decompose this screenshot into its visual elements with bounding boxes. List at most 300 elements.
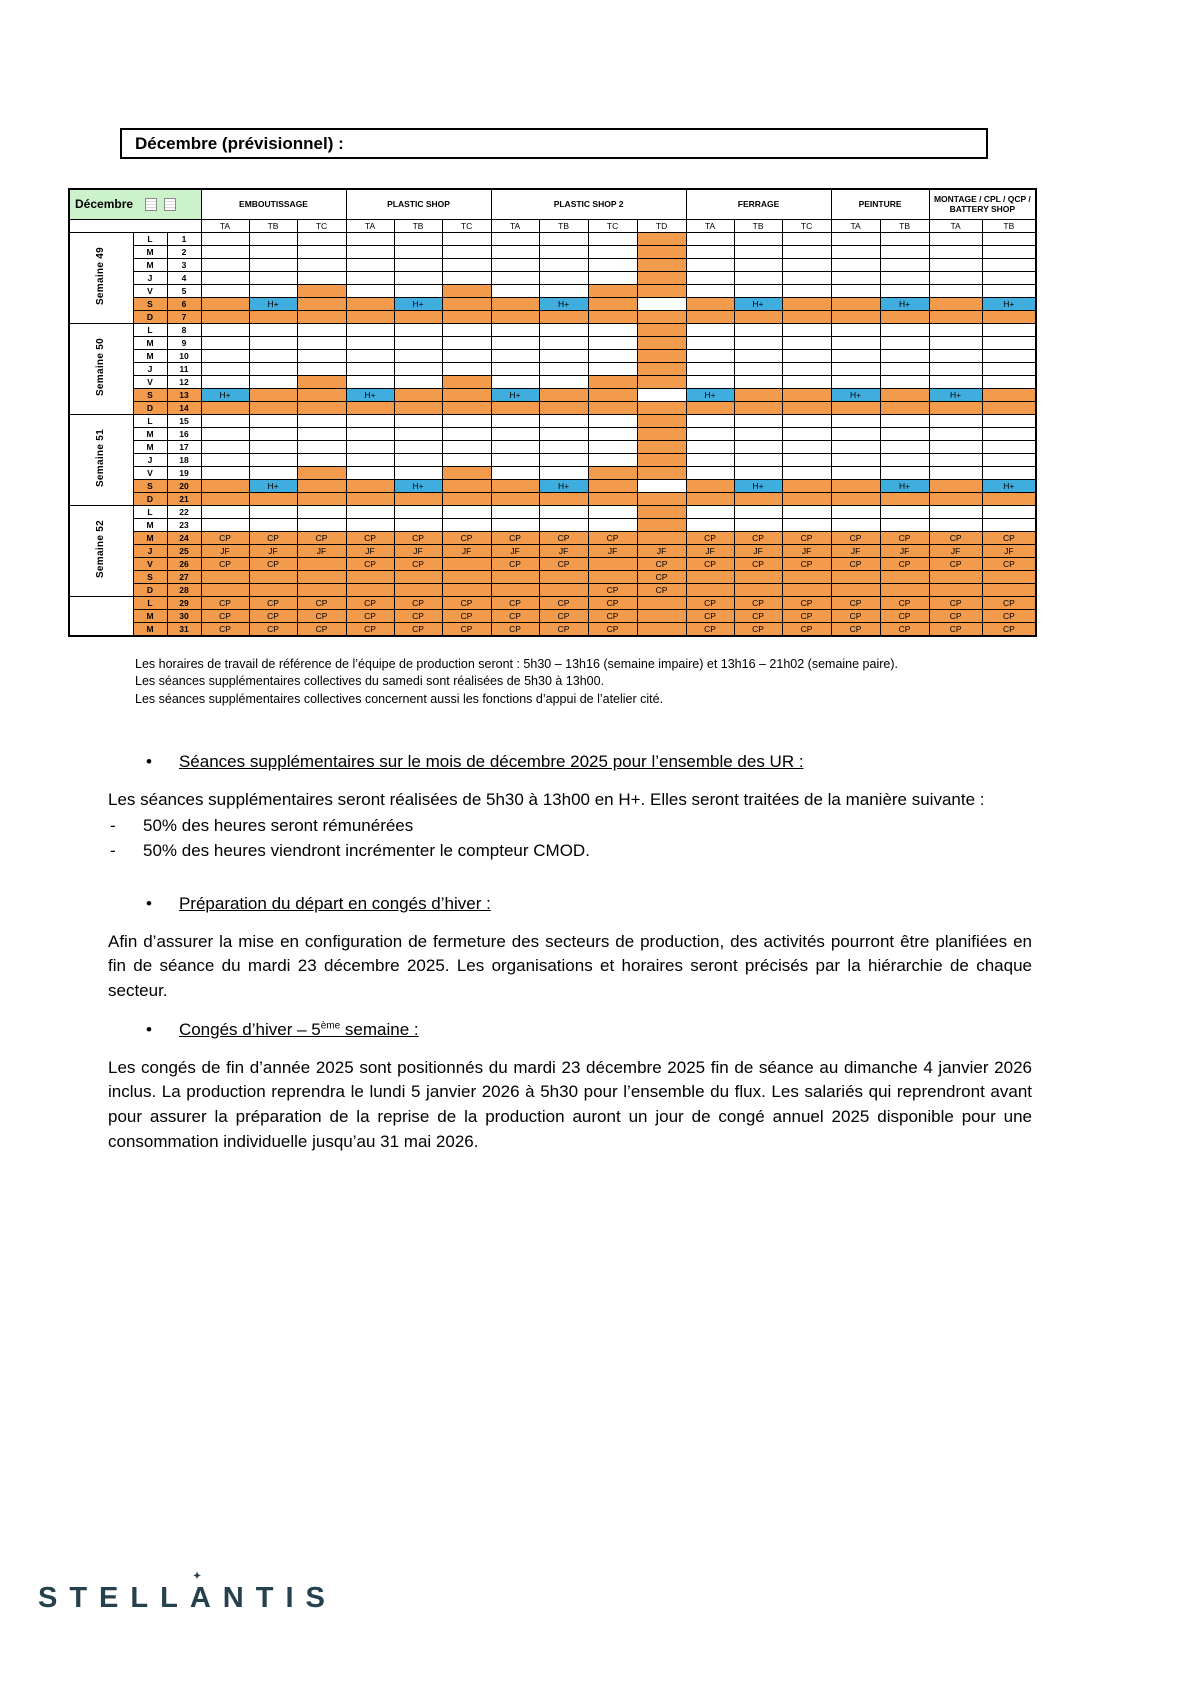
schedule-cell: CP xyxy=(394,531,442,544)
schedule-cell xyxy=(539,271,588,284)
schedule-cell: H+ xyxy=(394,297,442,310)
schedule-cell xyxy=(442,336,491,349)
schedule-cell xyxy=(249,453,297,466)
schedule-cell xyxy=(734,258,782,271)
schedule-cell: CP xyxy=(588,596,637,609)
schedule-cell: CP xyxy=(491,531,539,544)
heading-text: Congés d’hiver – 5 xyxy=(178,1019,321,1039)
schedule-cell xyxy=(201,258,249,271)
schedule-cell xyxy=(297,557,346,570)
schedule-cell: CP xyxy=(588,622,637,636)
schedule-cell xyxy=(831,492,880,505)
team-header: TC xyxy=(588,219,637,232)
day-number: 18 xyxy=(167,453,201,466)
schedule-cell: H+ xyxy=(880,297,929,310)
schedule-cell: CP xyxy=(491,557,539,570)
label-subheader xyxy=(69,219,201,232)
schedule-cell: CP xyxy=(539,622,588,636)
schedule-cell xyxy=(982,401,1036,414)
schedule-cell xyxy=(686,466,734,479)
schedule-cell xyxy=(297,505,346,518)
logo-letter-a xyxy=(189,1571,223,1615)
schedule-cell xyxy=(346,310,394,323)
schedule-cell xyxy=(588,336,637,349)
schedule-cell xyxy=(982,492,1036,505)
schedule-cell xyxy=(249,258,297,271)
schedule-cell: CP xyxy=(539,557,588,570)
schedule-cell: CP xyxy=(831,531,880,544)
schedule-cell xyxy=(588,245,637,258)
schedule-cell xyxy=(201,466,249,479)
schedule-cell xyxy=(588,518,637,531)
team-header: TC xyxy=(442,219,491,232)
schedule-cell xyxy=(491,349,539,362)
schedule-cell xyxy=(442,258,491,271)
section-heading-row xyxy=(108,752,1032,772)
schedule-cell xyxy=(491,453,539,466)
schedule-cell xyxy=(782,518,831,531)
schedule-cell xyxy=(686,349,734,362)
schedule-cell xyxy=(880,440,929,453)
schedule-cell xyxy=(880,271,929,284)
schedule-cell xyxy=(249,349,297,362)
team-header: TA xyxy=(201,219,249,232)
schedule-cell xyxy=(539,583,588,596)
schedule-cell xyxy=(637,245,686,258)
schedule-cell: CP xyxy=(588,531,637,544)
schedule-cell: H+ xyxy=(686,388,734,401)
schedule-cell: CP xyxy=(929,531,982,544)
schedule-cell xyxy=(442,310,491,323)
schedule-cell xyxy=(929,518,982,531)
schedule-cell xyxy=(637,401,686,414)
day-letter: M xyxy=(133,336,167,349)
schedule-cell: CP xyxy=(982,622,1036,636)
schedule-cell xyxy=(588,440,637,453)
schedule-cell xyxy=(201,583,249,596)
schedule-cell xyxy=(734,271,782,284)
schedule-cell xyxy=(249,336,297,349)
schedule-cell xyxy=(201,232,249,245)
schedule-cell xyxy=(297,466,346,479)
schedule-cell xyxy=(982,414,1036,427)
day-letter: D xyxy=(133,310,167,323)
schedule-cell xyxy=(831,440,880,453)
section-heading-conges xyxy=(179,1020,419,1040)
schedule-cell xyxy=(734,440,782,453)
schedule-cell xyxy=(201,518,249,531)
schedule-cell xyxy=(637,609,686,622)
schedule-cell xyxy=(686,310,734,323)
schedule-cell xyxy=(249,401,297,414)
schedule-cell xyxy=(394,271,442,284)
schedule-cell xyxy=(491,297,539,310)
schedule-cell xyxy=(831,453,880,466)
shop-group-header: FERRAGE xyxy=(686,189,831,219)
schedule-cell xyxy=(831,232,880,245)
schedule-cell xyxy=(491,401,539,414)
schedule-cell xyxy=(201,453,249,466)
schedule-cell xyxy=(686,297,734,310)
day-letter: L xyxy=(133,596,167,609)
day-number: 3 xyxy=(167,258,201,271)
shop-group-header: PLASTIC SHOP xyxy=(346,189,491,219)
schedule-cell xyxy=(539,414,588,427)
schedule-cell: H+ xyxy=(734,297,782,310)
schedule-cell xyxy=(734,570,782,583)
schedule-cell xyxy=(249,362,297,375)
schedule-cell: H+ xyxy=(201,388,249,401)
schedule-cell xyxy=(734,453,782,466)
day-letter: J xyxy=(133,271,167,284)
schedule-cell xyxy=(782,414,831,427)
schedule-cell xyxy=(734,349,782,362)
bullet-icon: • xyxy=(146,1019,152,1039)
schedule-cell xyxy=(588,258,637,271)
shop-group-header: PEINTURE xyxy=(831,189,929,219)
schedule-cell: JF xyxy=(442,544,491,557)
schedule-cell xyxy=(249,375,297,388)
schedule-cell xyxy=(637,479,686,492)
schedule-cell xyxy=(539,310,588,323)
day-letter: L xyxy=(133,505,167,518)
schedule-cell xyxy=(880,245,929,258)
schedule-cell xyxy=(491,362,539,375)
schedule-cell xyxy=(394,453,442,466)
schedule-cell xyxy=(782,583,831,596)
schedule-cell: JF xyxy=(637,544,686,557)
schedule-cell xyxy=(201,375,249,388)
schedule-cell xyxy=(880,505,929,518)
schedule-cell xyxy=(782,297,831,310)
team-header: TC xyxy=(297,219,346,232)
schedule-cell xyxy=(442,362,491,375)
schedule-cell xyxy=(686,414,734,427)
day-letter: S xyxy=(133,388,167,401)
schedule-cell: CP xyxy=(686,557,734,570)
schedule-cell xyxy=(686,570,734,583)
schedule-cell xyxy=(539,427,588,440)
schedule-cell: CP xyxy=(249,622,297,636)
schedule-cell: CP xyxy=(782,622,831,636)
schedule-cell: CP xyxy=(442,622,491,636)
schedule-cell xyxy=(929,323,982,336)
schedule-cell xyxy=(249,518,297,531)
schedule-cell: CP xyxy=(297,622,346,636)
schedule-cell xyxy=(491,466,539,479)
schedule-cell: H+ xyxy=(982,297,1036,310)
schedule-cell: CP xyxy=(686,596,734,609)
day-letter: L xyxy=(133,323,167,336)
schedule-cell xyxy=(686,505,734,518)
mini-icons xyxy=(145,198,176,211)
schedule-cell xyxy=(297,271,346,284)
schedule-cell xyxy=(782,570,831,583)
schedule-cell: CP xyxy=(982,531,1036,544)
schedule-cell xyxy=(442,375,491,388)
schedule-cell: CP xyxy=(442,531,491,544)
schedule-cell xyxy=(831,336,880,349)
schedule-cell xyxy=(588,466,637,479)
schedule-cell xyxy=(346,271,394,284)
table-notes xyxy=(108,656,1032,708)
section-title-box xyxy=(120,128,988,159)
schedule-cell xyxy=(831,310,880,323)
schedule-cell xyxy=(929,505,982,518)
schedule-cell xyxy=(588,414,637,427)
schedule-cell xyxy=(297,453,346,466)
schedule-cell xyxy=(880,388,929,401)
schedule-cell xyxy=(442,271,491,284)
schedule-cell xyxy=(831,401,880,414)
schedule-cell xyxy=(686,479,734,492)
schedule-cell xyxy=(539,245,588,258)
schedule-cell xyxy=(982,375,1036,388)
schedule-cell xyxy=(249,427,297,440)
day-letter: J xyxy=(133,362,167,375)
schedule-cell: CP xyxy=(880,557,929,570)
schedule-cell xyxy=(686,232,734,245)
schedule-cell: CP xyxy=(201,557,249,570)
schedule-cell xyxy=(491,440,539,453)
day-letter: D xyxy=(133,583,167,596)
schedule-cell xyxy=(734,245,782,258)
day-letter: M xyxy=(133,531,167,544)
schedule-cell xyxy=(201,245,249,258)
schedule-cell xyxy=(734,414,782,427)
section-heading-row xyxy=(108,894,1032,914)
schedule-cell xyxy=(734,362,782,375)
schedule-cell: CP xyxy=(442,609,491,622)
schedule-cell: CP xyxy=(929,557,982,570)
schedule-cell xyxy=(249,570,297,583)
schedule-cell: H+ xyxy=(249,297,297,310)
schedule-cell xyxy=(588,375,637,388)
schedule-cell xyxy=(346,297,394,310)
schedule-cell xyxy=(982,258,1036,271)
schedule-cell xyxy=(929,583,982,596)
team-header: TB xyxy=(880,219,929,232)
schedule-cell: H+ xyxy=(539,479,588,492)
schedule-cell: CP xyxy=(539,609,588,622)
schedule-cell xyxy=(880,518,929,531)
schedule-cell: CP xyxy=(831,557,880,570)
schedule-cell xyxy=(249,505,297,518)
schedule-cell xyxy=(880,466,929,479)
schedule-cell xyxy=(929,414,982,427)
schedule-cell xyxy=(929,453,982,466)
day-letter: M xyxy=(133,427,167,440)
schedule-cell xyxy=(249,466,297,479)
schedule-cell: H+ xyxy=(831,388,880,401)
day-number: 21 xyxy=(167,492,201,505)
schedule-cell: CP xyxy=(929,622,982,636)
schedule-cell: JF xyxy=(734,544,782,557)
schedule-cell: CP xyxy=(539,596,588,609)
schedule-cell xyxy=(782,349,831,362)
schedule-cell xyxy=(831,583,880,596)
list-item-text: 50% des heures viendront incrémenter le compteur CMOD. xyxy=(143,841,590,861)
page-title: Décembre (prévisionnel) : xyxy=(135,133,344,153)
schedule-cell xyxy=(442,570,491,583)
schedule-cell xyxy=(637,453,686,466)
schedule-cell xyxy=(782,323,831,336)
schedule-cell: CP xyxy=(201,622,249,636)
schedule-cell xyxy=(297,479,346,492)
schedule-cell xyxy=(491,492,539,505)
day-letter: M xyxy=(133,440,167,453)
schedule-cell xyxy=(297,375,346,388)
schedule-cell xyxy=(982,518,1036,531)
schedule-cell xyxy=(982,427,1036,440)
schedule-cell xyxy=(346,258,394,271)
day-letter: M xyxy=(133,245,167,258)
schedule-cell xyxy=(539,336,588,349)
schedule-cell xyxy=(588,349,637,362)
schedule-cell xyxy=(734,388,782,401)
schedule-cell xyxy=(637,336,686,349)
week-label-text: Semaine 51 xyxy=(95,428,107,488)
schedule-cell xyxy=(346,349,394,362)
schedule-cell: CP xyxy=(249,596,297,609)
schedule-cell xyxy=(539,232,588,245)
schedule-cell: CP xyxy=(394,609,442,622)
schedule-cell xyxy=(201,492,249,505)
schedule-cell xyxy=(539,375,588,388)
schedule-cell xyxy=(491,414,539,427)
schedule-cell xyxy=(297,336,346,349)
schedule-cell xyxy=(831,284,880,297)
schedule-cell xyxy=(880,284,929,297)
schedule-cell xyxy=(831,570,880,583)
schedule-cell: H+ xyxy=(394,479,442,492)
list-item-text: 50% des heures seront rémunérées xyxy=(143,816,414,836)
schedule-cell: CP xyxy=(831,622,880,636)
schedule-cell xyxy=(491,258,539,271)
schedule-cell xyxy=(982,323,1036,336)
schedule-cell xyxy=(588,570,637,583)
schedule-cell xyxy=(782,440,831,453)
schedule-cell xyxy=(249,245,297,258)
schedule-cell xyxy=(491,570,539,583)
schedule-cell xyxy=(929,479,982,492)
schedule-cell: CP xyxy=(734,596,782,609)
schedule-cell: CP xyxy=(929,609,982,622)
schedule-cell: CP xyxy=(346,596,394,609)
day-letter: L xyxy=(133,414,167,427)
day-number: 9 xyxy=(167,336,201,349)
day-number: 26 xyxy=(167,557,201,570)
schedule-cell xyxy=(637,362,686,375)
day-number: 25 xyxy=(167,544,201,557)
schedule-cell xyxy=(346,414,394,427)
schedule-cell: JF xyxy=(297,544,346,557)
schedule-cell: CP xyxy=(346,622,394,636)
schedule-cell: JF xyxy=(782,544,831,557)
schedule-cell: JF xyxy=(201,544,249,557)
schedule-cell xyxy=(346,440,394,453)
schedule-cell xyxy=(394,492,442,505)
logo-text: A xyxy=(189,1582,223,1614)
schedule-cell xyxy=(686,375,734,388)
schedule-cell xyxy=(394,349,442,362)
schedule-cell: JF xyxy=(686,544,734,557)
schedule-cell xyxy=(297,583,346,596)
week-label-text: Semaine 52 xyxy=(95,519,107,579)
schedule-cell xyxy=(346,401,394,414)
schedule-cell xyxy=(346,518,394,531)
bullet-icon: • xyxy=(146,893,152,913)
schedule-cell xyxy=(831,362,880,375)
schedule-cell xyxy=(539,349,588,362)
schedule-cell xyxy=(491,232,539,245)
schedule-cell xyxy=(686,583,734,596)
schedule-cell xyxy=(929,284,982,297)
schedule-cell xyxy=(637,414,686,427)
day-letter: M xyxy=(133,622,167,636)
schedule-cell xyxy=(782,310,831,323)
schedule-cell: JF xyxy=(831,544,880,557)
logo-text: NTIS xyxy=(222,1582,337,1614)
schedule-cell xyxy=(831,427,880,440)
schedule-cell xyxy=(201,427,249,440)
day-letter: S xyxy=(133,297,167,310)
team-header: TB xyxy=(734,219,782,232)
schedule-cell xyxy=(588,505,637,518)
day-number: 8 xyxy=(167,323,201,336)
schedule-cell xyxy=(297,349,346,362)
day-letter: M xyxy=(133,609,167,622)
schedule-cell: CP xyxy=(831,609,880,622)
section-heading-preparation: Préparation du départ en congés d’hiver : xyxy=(178,893,491,913)
list-item xyxy=(108,839,1032,864)
schedule-cell xyxy=(831,518,880,531)
schedule-cell: JF xyxy=(880,544,929,557)
schedule-cell xyxy=(442,557,491,570)
schedule-cell: CP xyxy=(539,531,588,544)
team-header: TD xyxy=(637,219,686,232)
schedule-cell: CP xyxy=(491,596,539,609)
schedule-cell xyxy=(637,258,686,271)
heading-superscript: ème xyxy=(320,1019,341,1031)
day-number: 29 xyxy=(167,596,201,609)
schedule-cell xyxy=(880,232,929,245)
schedule-cell xyxy=(249,440,297,453)
note-line: Les horaires de travail de référence de l’équipe de production seront : 5h30 – 13h16 (semaine impaire) et 13h16 – 21h02 (semaine paire). xyxy=(135,657,898,671)
schedule-cell xyxy=(442,518,491,531)
week-label-text: Semaine 49 xyxy=(95,246,107,306)
schedule-cell xyxy=(539,388,588,401)
schedule-cell xyxy=(394,505,442,518)
schedule-cell xyxy=(491,479,539,492)
schedule-cell xyxy=(442,414,491,427)
schedule-cell: CP xyxy=(394,596,442,609)
team-header: TB xyxy=(539,219,588,232)
day-number: 30 xyxy=(167,609,201,622)
day-letter: M xyxy=(133,258,167,271)
schedule-cell xyxy=(686,492,734,505)
schedule-cell xyxy=(201,479,249,492)
schedule-cell: CP xyxy=(201,609,249,622)
schedule-cell xyxy=(539,453,588,466)
team-header: TC xyxy=(782,219,831,232)
schedule-cell: CP xyxy=(491,622,539,636)
schedule-cell xyxy=(442,466,491,479)
day-number: 31 xyxy=(167,622,201,636)
team-header: TB xyxy=(982,219,1036,232)
shop-group-header: EMBOUTISSAGE xyxy=(201,189,346,219)
schedule-cell: CP xyxy=(297,609,346,622)
